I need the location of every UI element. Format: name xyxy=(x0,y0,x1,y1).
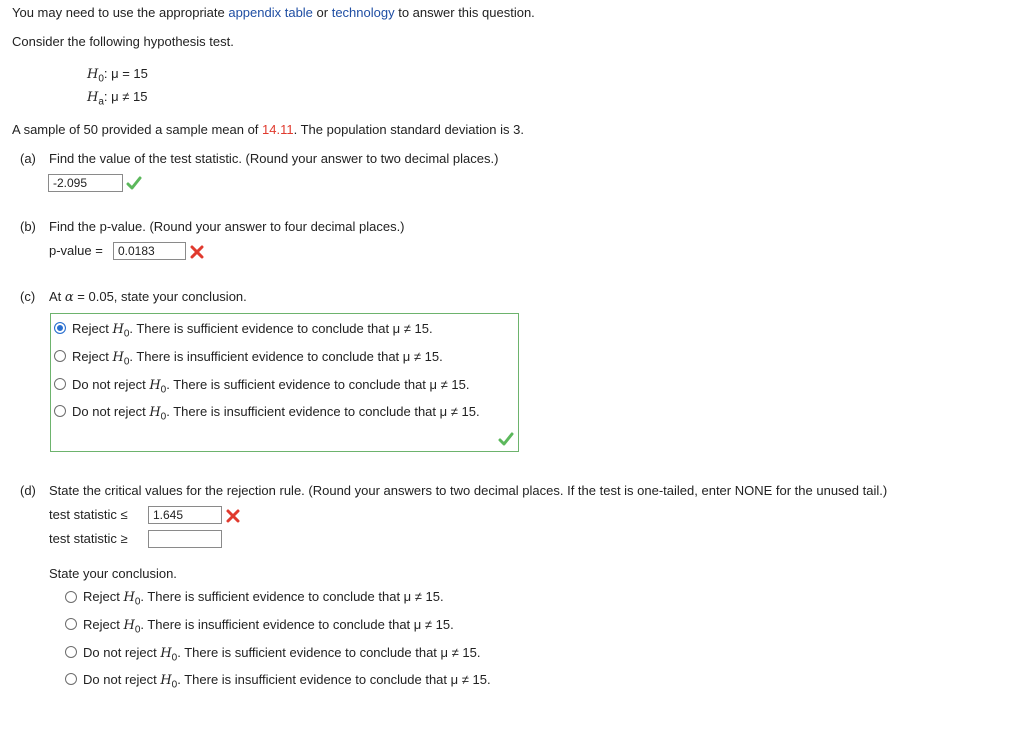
sample-mean-value: 14.11 xyxy=(262,122,294,137)
h0-subscript: 0 xyxy=(98,73,104,85)
upper-critical-input[interactable] xyxy=(148,530,222,548)
check-icon xyxy=(126,175,142,191)
part-d-option-2[interactable]: Reject $H_0$. There is insufficient evidence to conclude that μ ≠ 15. xyxy=(83,617,454,636)
h0-symbol: H xyxy=(87,67,99,82)
h0-statement: : μ = 15 xyxy=(103,66,148,81)
state-conclusion-label: State your conclusion. xyxy=(49,566,177,581)
option-text: . There is insufficient evidence to conclude that μ ≠ 15. xyxy=(166,404,480,419)
part-d-option-4-radio[interactable] xyxy=(65,673,77,685)
option-text: . There is sufficient evidence to conclude that μ ≠ 15. xyxy=(166,377,470,392)
option-text: Do not reject xyxy=(72,377,150,392)
appendix-table-link[interactable]: appendix table xyxy=(228,5,313,20)
intro-line: Consider the following hypothesis test. xyxy=(12,34,234,49)
instructions-text: You may need to use the appropriate xyxy=(12,5,229,20)
part-d-option-2-radio[interactable] xyxy=(65,618,77,630)
technology-link[interactable]: technology xyxy=(331,5,395,20)
part-a-question: Find the value of the test statistic. (Round your answer to two decimal places.) xyxy=(49,151,499,166)
option-text: . There is insufficient evidence to conclude that μ ≠ 15. xyxy=(129,349,443,364)
part-d-option-1[interactable]: Reject $H_0$. There is sufficient evidence to conclude that μ ≠ 15. xyxy=(83,589,444,608)
check-icon xyxy=(498,431,514,447)
option-text: Reject xyxy=(83,617,124,632)
part-c-label: (c) xyxy=(20,289,36,304)
option-text: . There is sufficient evidence to conclude that μ ≠ 15. xyxy=(140,589,444,604)
option-text: . There is sufficient evidence to conclude that μ ≠ 15. xyxy=(177,645,481,660)
part-d-label: (d) xyxy=(20,483,36,498)
alternative-hypothesis xyxy=(87,89,147,108)
cross-icon xyxy=(189,244,205,260)
upper-critical-label: test statistic ≥ xyxy=(49,531,128,546)
option-text: Do not reject xyxy=(72,404,150,419)
instructions-text-end: to answer this question. xyxy=(394,5,535,20)
part-c-option-2[interactable]: Reject $H_0$. There is insufficient evidence to conclude that μ ≠ 15. xyxy=(72,349,443,368)
lower-critical-input[interactable] xyxy=(148,506,222,524)
part-c-option-1-radio[interactable] xyxy=(54,322,66,334)
instructions-text-mid: or xyxy=(312,5,332,20)
null-hypothesis xyxy=(87,66,148,85)
lower-critical-label: test statistic ≤ xyxy=(49,507,128,522)
part-b-question: Find the p-value. (Round your answer to four decimal places.) xyxy=(49,219,405,234)
option-text: Reject xyxy=(72,321,113,336)
option-text: . There is insufficient evidence to conclude that μ ≠ 15. xyxy=(177,672,491,687)
part-c-option-4[interactable]: Do not reject $H_0$. There is insufficient evidence to conclude that μ ≠ 15. xyxy=(72,404,480,423)
part-c-option-3[interactable]: Do not reject $H_0$. There is sufficient evidence to conclude that μ ≠ 15. xyxy=(72,377,470,396)
ha-statement: : μ ≠ 15 xyxy=(103,89,148,104)
option-text: Do not reject xyxy=(83,645,161,660)
part-d-option-3-radio[interactable] xyxy=(65,646,77,658)
part-c-option-4-radio[interactable] xyxy=(54,405,66,417)
option-text: Reject xyxy=(72,349,113,364)
instructions xyxy=(12,5,535,20)
p-value-input[interactable] xyxy=(113,242,186,260)
sample-description xyxy=(12,122,524,137)
test-statistic-input[interactable] xyxy=(48,174,123,192)
option-text: Do not reject xyxy=(83,672,161,687)
part-c-option-1[interactable]: Reject $H_0$. There is sufficient evidence to conclude that μ ≠ 15. xyxy=(72,321,433,340)
sample-text: A sample of 50 provided a sample mean of xyxy=(12,122,263,137)
cross-icon xyxy=(225,508,241,524)
part-d-option-4[interactable]: Do not reject $H_0$. There is insufficient evidence to conclude that μ ≠ 15. xyxy=(83,672,491,691)
option-text: . There is sufficient evidence to conclude that μ ≠ 15. xyxy=(129,321,433,336)
option-text: . There is insufficient evidence to conclude that μ ≠ 15. xyxy=(140,617,454,632)
part-c-option-2-radio[interactable] xyxy=(54,350,66,362)
part-d-question: State the critical values for the rejection rule. (Round your answers to two decimal places. If the test is one-tailed, enter NONE for the unused tail.) xyxy=(49,483,888,498)
part-d-option-1-radio[interactable] xyxy=(65,591,77,603)
part-c-question: At α = 0.05, state your conclusion. xyxy=(49,289,247,305)
p-value-label: p-value = xyxy=(49,243,103,258)
ha-subscript: a xyxy=(98,96,104,108)
part-b-label: (b) xyxy=(20,219,36,234)
part-a-label: (a) xyxy=(20,151,36,166)
part-c-option-3-radio[interactable] xyxy=(54,378,66,390)
ha-symbol: H xyxy=(87,90,99,105)
option-text: Reject xyxy=(83,589,124,604)
part-d-option-3[interactable]: Do not reject $H_0$. There is sufficient evidence to conclude that μ ≠ 15. xyxy=(83,645,481,664)
sample-text-end: . The population standard deviation is 3. xyxy=(293,122,524,137)
